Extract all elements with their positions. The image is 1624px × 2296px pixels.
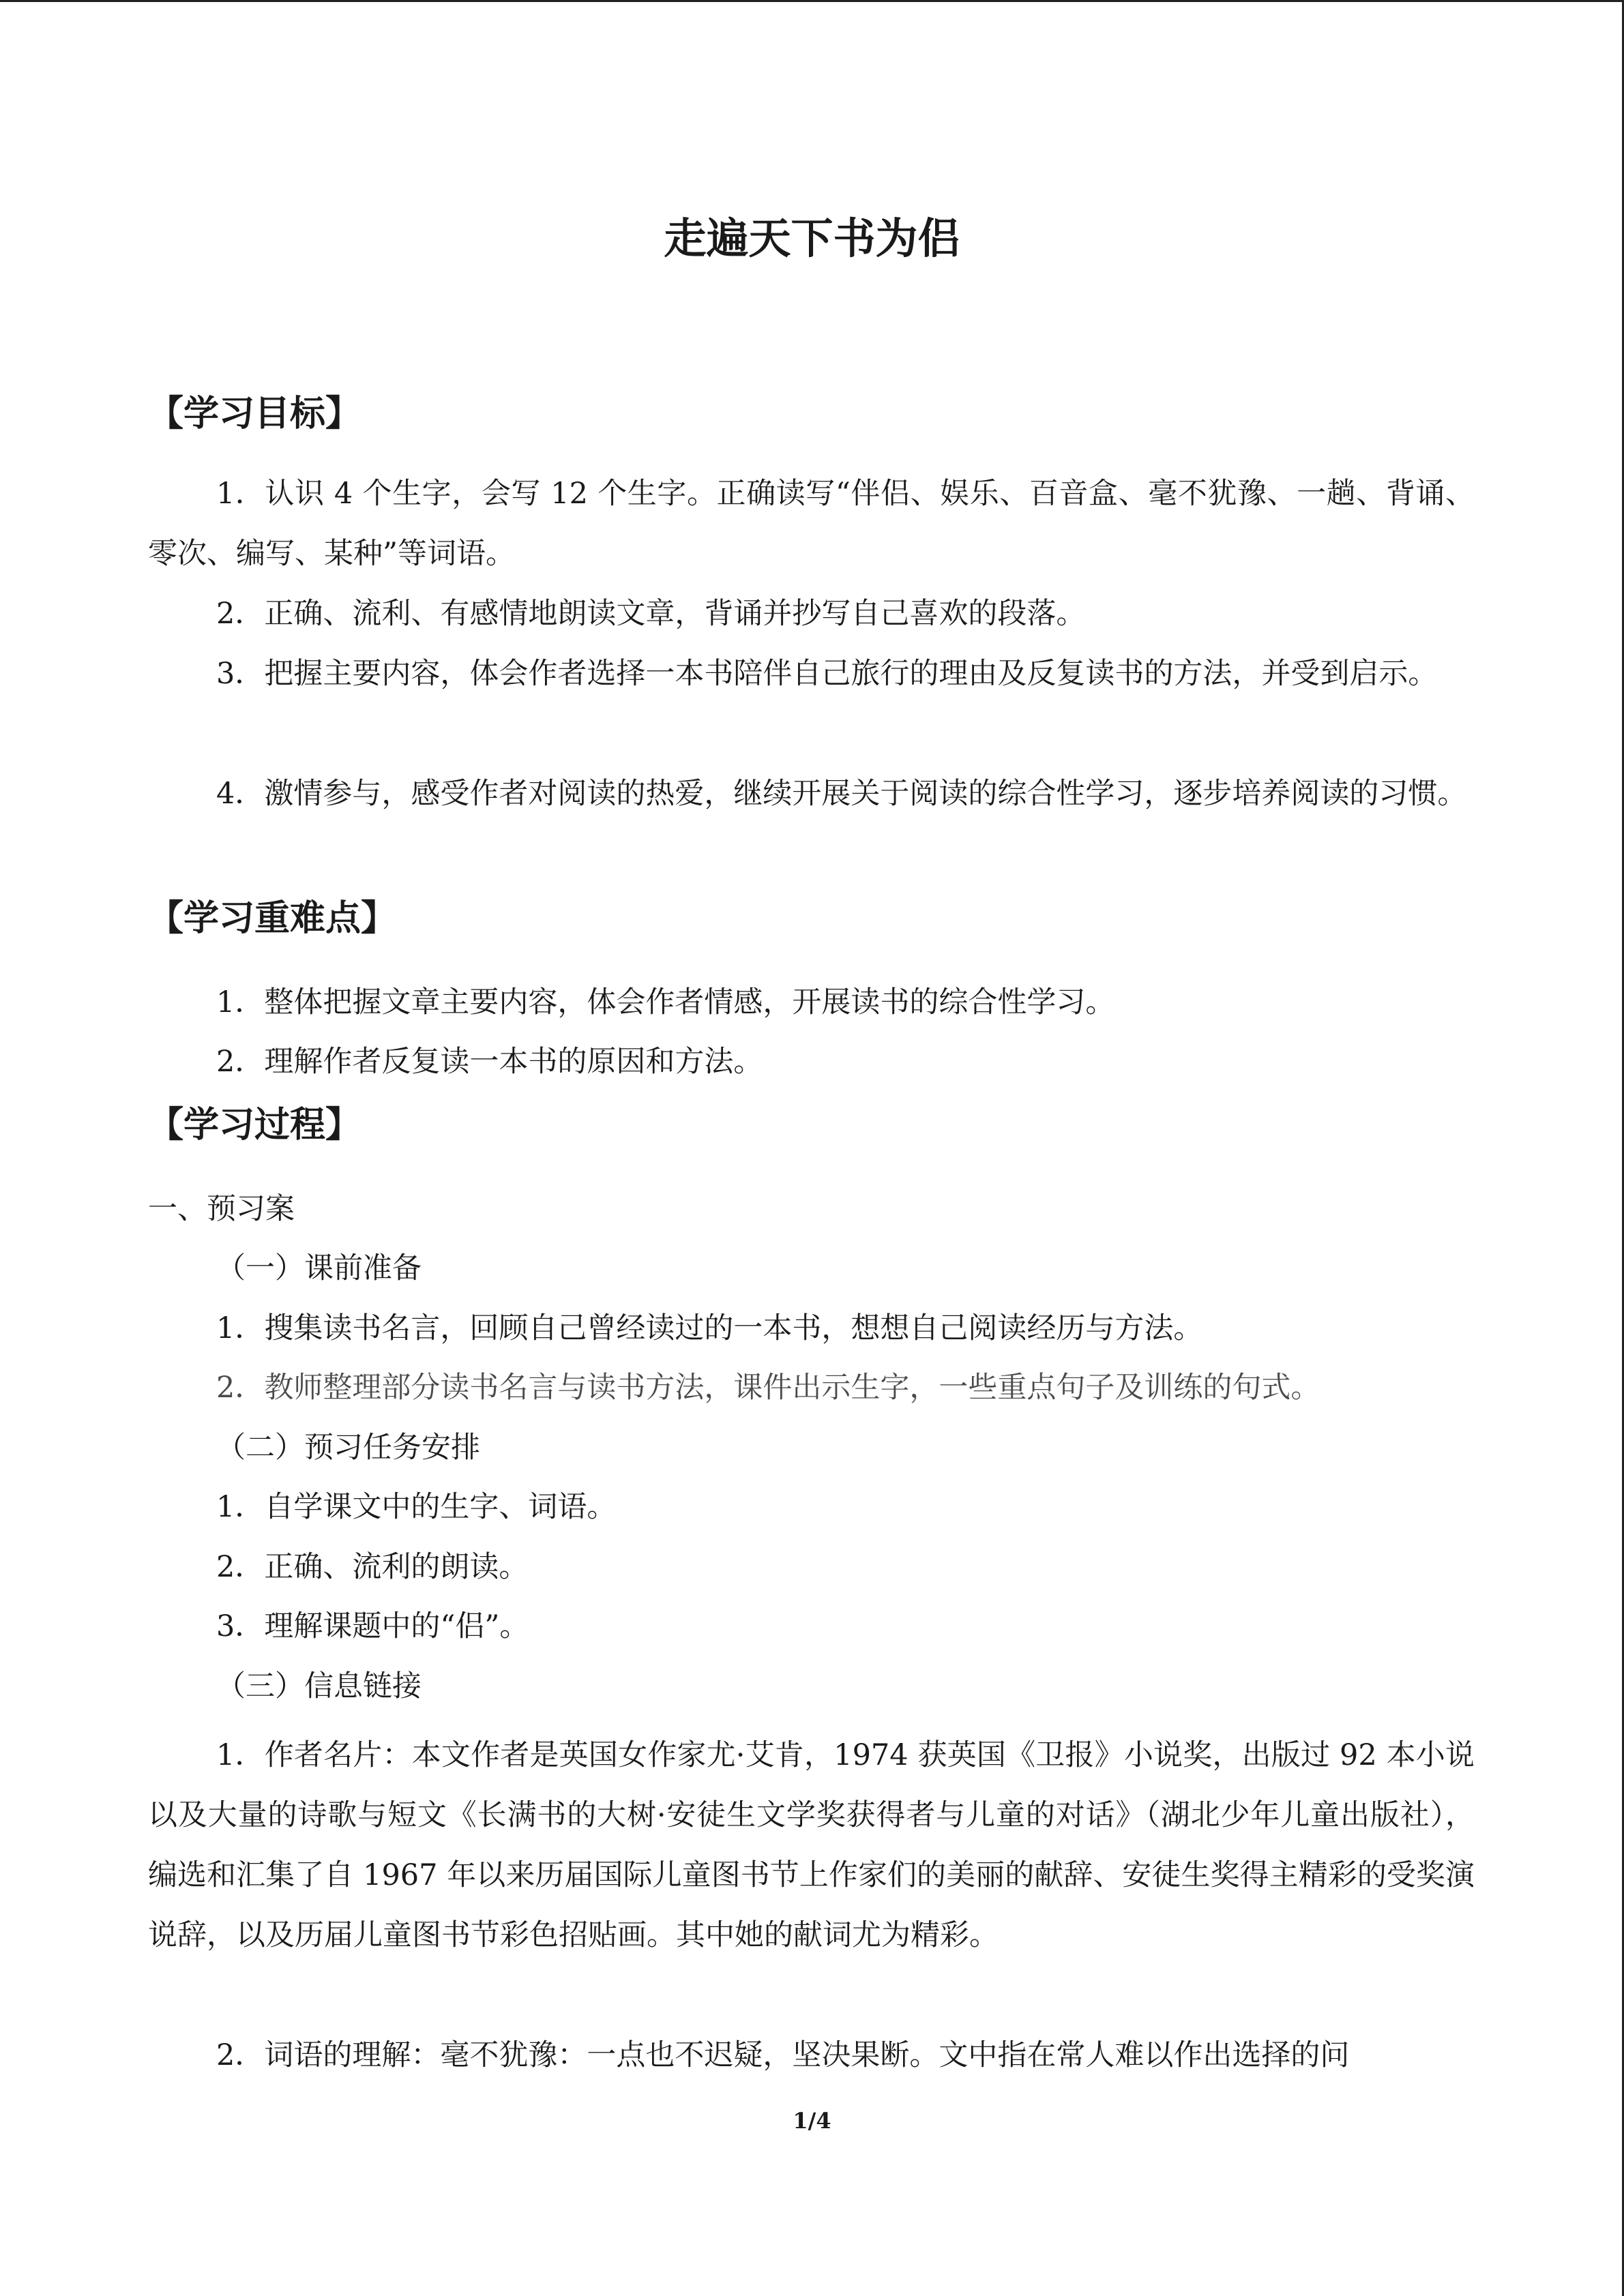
goal-item-3: 3．把握主要内容，体会作者选择一本书陪伴自己旅行的理由及反复读书的方法，并受到启示。: [216, 657, 1438, 691]
subsection-prep-title: （一）课前准备: [216, 1251, 422, 1285]
prep-item-1: 1．搜集读书名言，回顾自己曾经读过的一本书，想想自己阅读经历与方法。: [216, 1311, 1203, 1345]
goal-item-2: 2．正确、流利、有感情地朗读文章，背诵并抄写自己喜欢的段落。: [216, 597, 1086, 631]
subsection-tasks-title: （二）预习任务安排: [216, 1431, 480, 1465]
heading-process: 【学习过程】: [148, 1104, 361, 1146]
task-item-3: 3．理解课题中的“侣”。: [216, 1609, 529, 1643]
task-item-1: 1．自学课文中的生字、词语。: [216, 1490, 617, 1524]
key-point-item-2: 2．理解作者反复读一本书的原因和方法。: [216, 1045, 763, 1079]
goal-item-1: 1．认识 4 个生字，会写 12 个生字。正确读写“伴侣、娱乐、百音盒、毫不犹豫、一趟、背诵、零次、编写、某种”等词语。: [148, 477, 1475, 571]
heading-goals: 【学习目标】: [148, 393, 361, 434]
info-item-vocab: 2．词语的理解：毫不犹豫：一点也不迟疑，坚决果断。文中指在常人难以作出选择的问: [216, 2038, 1350, 2072]
subsection-info-title: （三）信息链接: [216, 1669, 422, 1703]
page-title: 走遍天下书为侣: [664, 213, 960, 263]
prep-item-2: 2．教师整理部分读书名言与读书方法，课件出示生字，一些重点句子及训练的句式。: [216, 1371, 1320, 1405]
page-number: 1/4: [793, 2108, 831, 2134]
goal-item-4: 4．激情参与，感受作者对阅读的热爱，继续开展关于阅读的综合性学习，逐步培养阅读的习惯。: [216, 777, 1467, 811]
part-preview-label: 一、预习案: [148, 1192, 295, 1226]
heading-key-points: 【学习重难点】: [148, 897, 397, 939]
info-item-author: 1．作者名片：本文作者是英国女作家尤·艾肯，1974 获英国《卫报》小说奖，出版过 92 本小说以及大量的诗歌与短文《长满书的大树·安徒生文学奖获得者与儿童的对话》（湖北少年儿童出版社），编选和汇集了自 1967 年以来历届国际儿童图书节上作家们的美丽的献辞、安徒生奖得主精彩的受奖演说辞，以及历届儿童图书节彩色招贴画。其中她的献词尤为精彩。: [148, 1738, 1475, 1952]
task-item-2: 2．正确、流利的朗读。: [216, 1550, 529, 1584]
key-point-item-1: 1．整体把握文章主要内容，体会作者情感，开展读书的综合性学习。: [216, 985, 1115, 1019]
